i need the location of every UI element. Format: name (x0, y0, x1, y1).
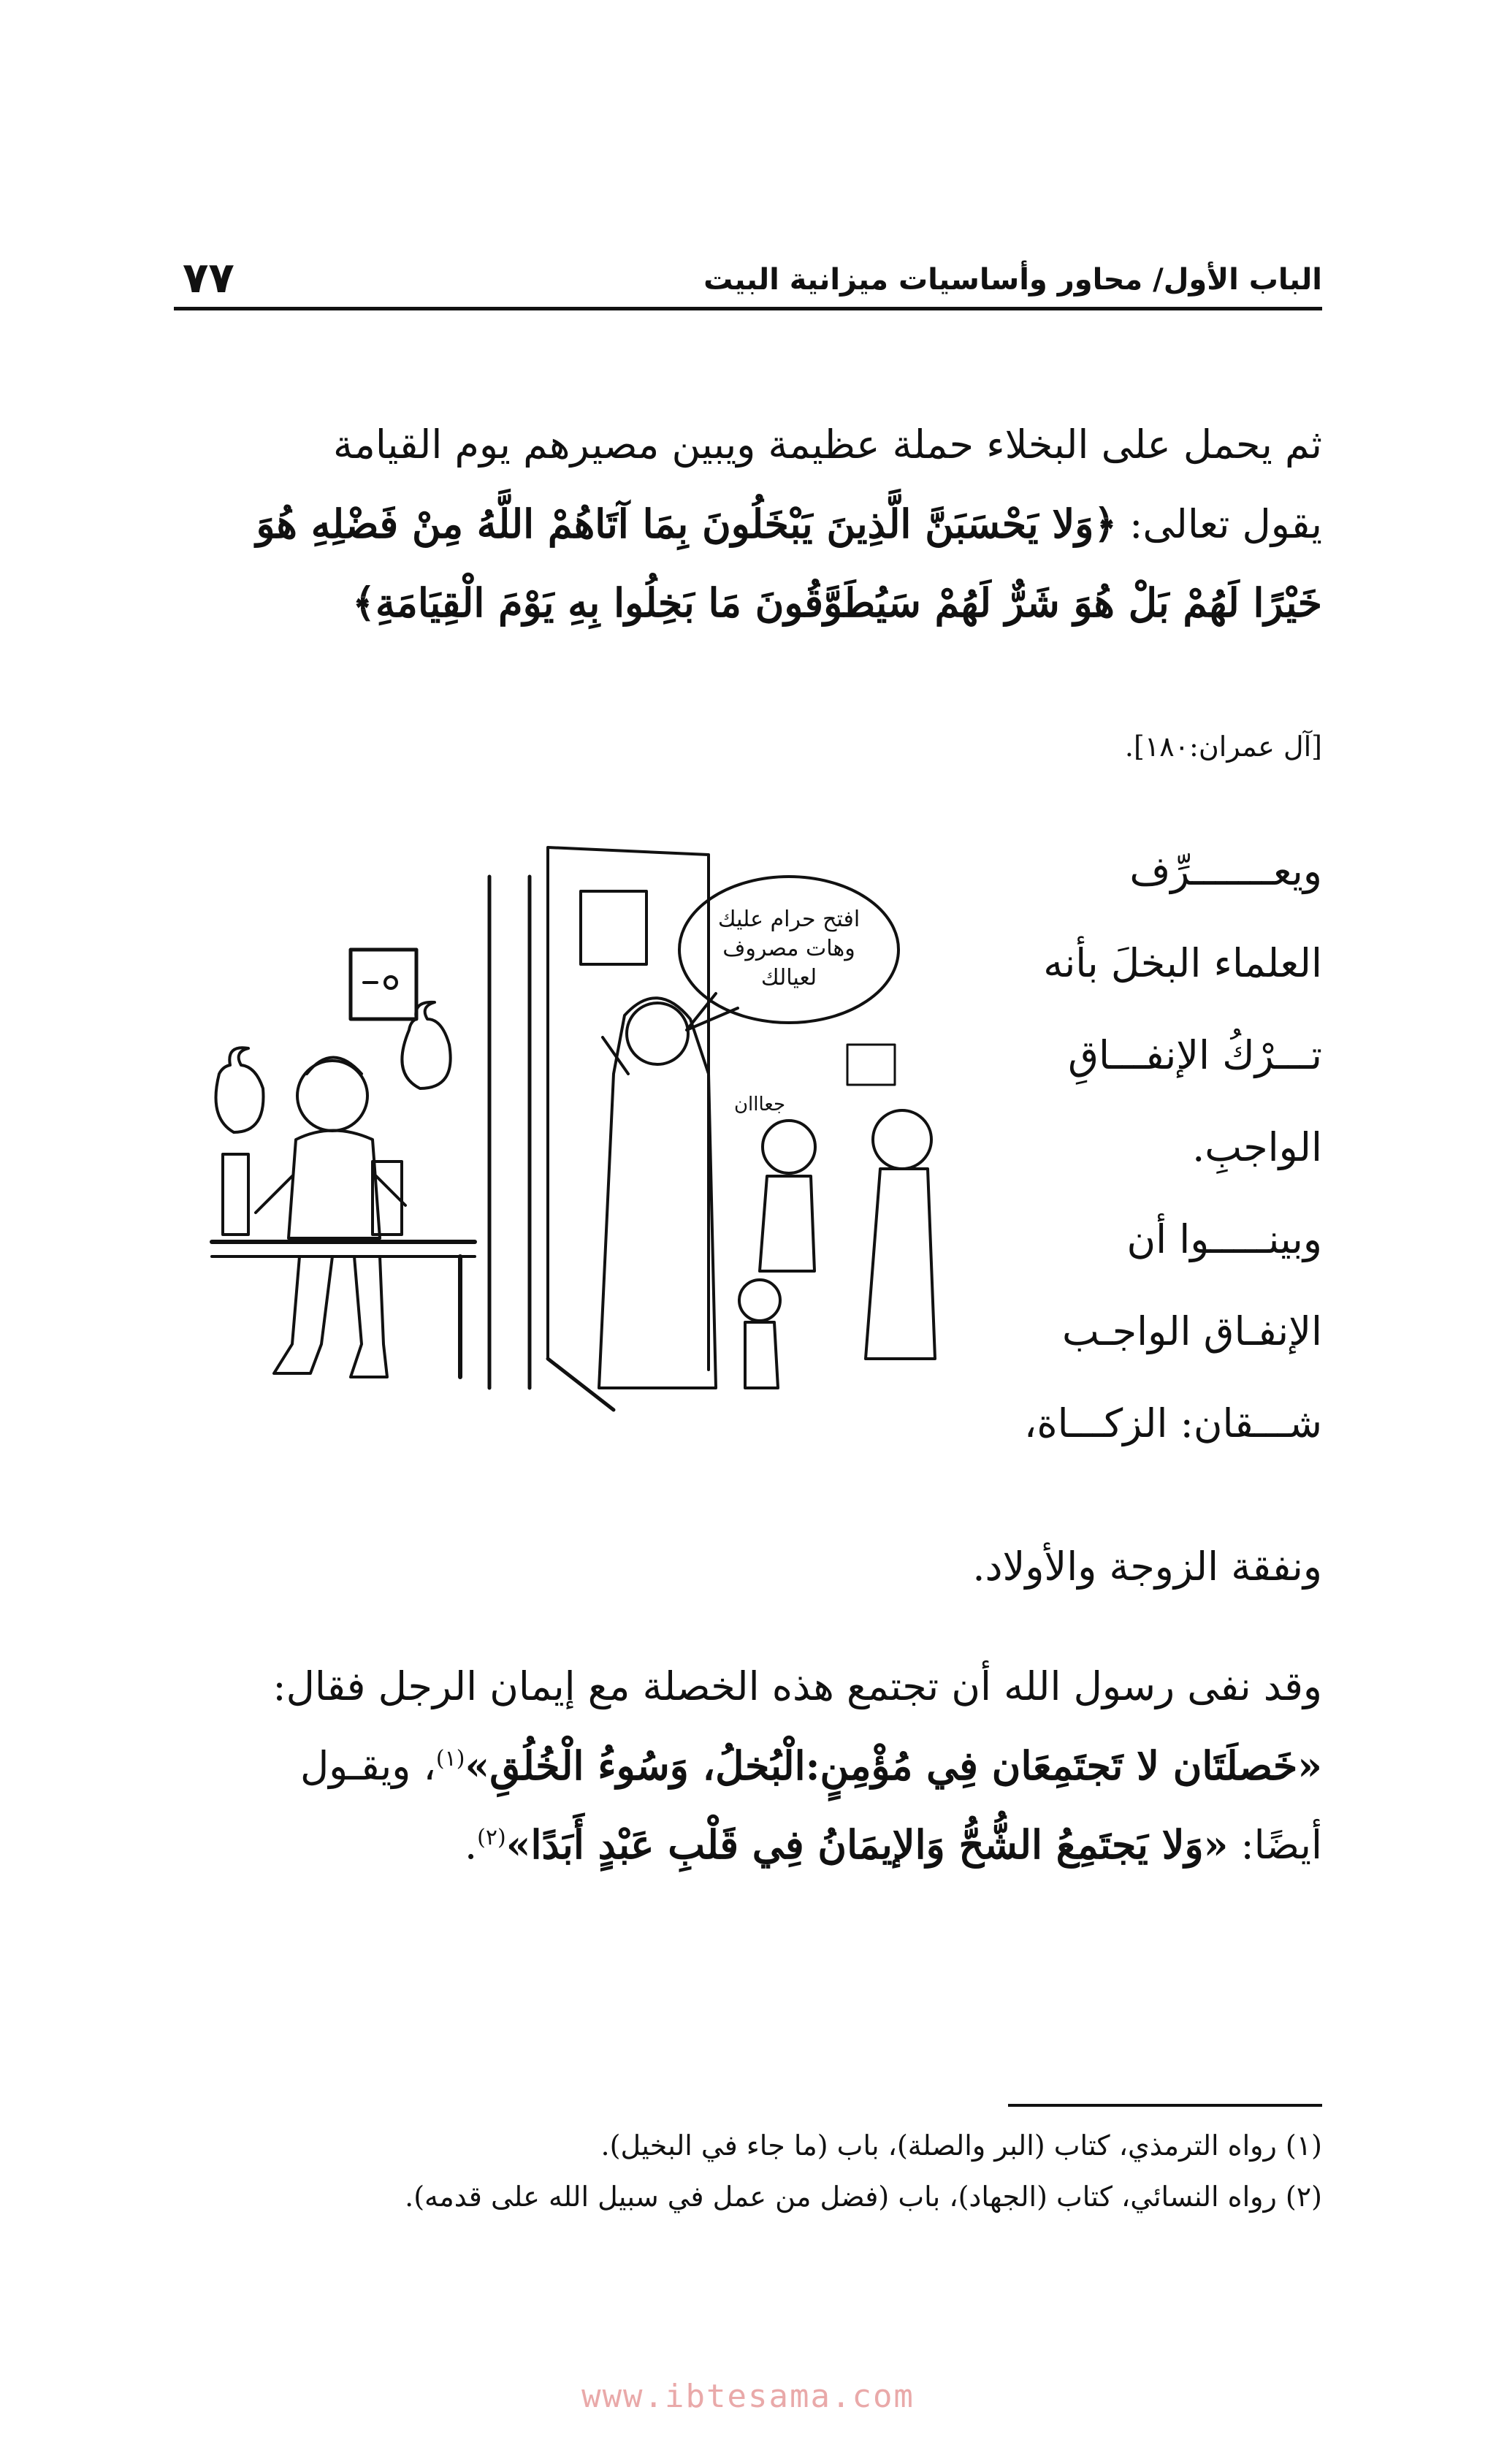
side-line-6: الإنفـاق الواجـب (1061, 1308, 1322, 1354)
cartoon-illustration (205, 833, 964, 1476)
footnote-ref-1: (١) (435, 1746, 465, 1771)
side-line-2: العلماء البخلَ بأنه (1043, 940, 1322, 986)
paragraph-2-line-1: وقد نفى رسول الله أن تجتمع هذه الخصلة مع إيمان الرجل فقال: (272, 1663, 1322, 1709)
paragraph-2 (174, 1647, 1322, 1884)
safe-icon (351, 950, 416, 1019)
side-column-tail: ونفقة الزوجة والأولاد. (972, 1544, 1322, 1590)
footnote-1: (١) رواه الترمذي، كتاب (البر والصلة)، باب (ما جاء في البخيل). (600, 2129, 1322, 2162)
paragraph-2-line-3 (174, 1805, 1322, 1884)
side-line-7: شـــقان: الزكـــاة، (1023, 1400, 1322, 1446)
speech-bubble-line-2: وهات مصروف (722, 936, 855, 961)
watermark: www.ibtesama.com (581, 2378, 915, 2415)
hadith-1: «خَصلَتَان لا تَجتَمِعَان فِي مُؤْمِنٍ:الْبُخلُ، وَسُوءُ الْخُلُقِ» (465, 1742, 1322, 1789)
paragraph-1-line-1: ثم يحمل على البخلاء حملة عظيمة ويبين مصيرهم يوم القيامة (332, 422, 1322, 468)
side-line-1: ويعـــــــرِّف (1129, 848, 1322, 894)
paragraph-2-line-2 (174, 1726, 1322, 1805)
page-header (174, 248, 1322, 310)
speech-bubble-line-1: افتح حرام عليك (717, 907, 860, 932)
paragraph-2-line-3-prefix: أيضًا: (1228, 1822, 1322, 1868)
money-bag-icon (402, 1002, 450, 1088)
footnote-divider (1008, 2104, 1322, 2107)
hadith-2: «وَلا يَجتَمِعُ الشُّحُّ وَالإيمَانُ فِي قَلْبِ عَبْدٍ أَبَدًا» (505, 1821, 1229, 1868)
paragraph-1 (174, 405, 1322, 642)
footnote-ref-2: (٢) (477, 1825, 506, 1850)
side-line-5: وبينـــــوا أن (1126, 1216, 1322, 1262)
side-column-text (1015, 825, 1322, 1470)
footnote-2: (٢) رواه النسائي، كتاب (الجهاد)، باب (فضل من عمل في سبيل الله على قدمه). (405, 2181, 1322, 2213)
chapter-title: الباب الأول/ محاور وأساسيات ميزانية البيت (703, 263, 1322, 297)
quran-verse-part-1: ﴿وَلا يَحْسَبَنَّ الَّذِينَ يَبْخَلُونَ بِمَا آتَاهُمْ اللَّهُ مِنْ فَضْلِهِ هُوَ (256, 500, 1117, 547)
side-line-3: تـــرْكُ الإنفـــاقِ (1068, 1032, 1322, 1078)
verse-citation: [آل عمران:١٨٠]. (1124, 731, 1322, 763)
paragraph-2-line-2-suffix: ، ويقـول (299, 1743, 436, 1789)
money-bag-icon (216, 1048, 264, 1132)
child-shout: جعااان (733, 1094, 786, 1115)
quran-verse-part-2: خَيْرًا لَهُمْ بَلْ هُوَ شَرٌّ لَهُمْ سَيُطَوَّقُونَ مَا بَخِلُوا بِهِ يَوْمَ الْقِيَامَةِ﴾ (352, 579, 1322, 626)
paragraph-1-line-2 (174, 484, 1322, 563)
side-line-4: الواجبِ. (1192, 1124, 1322, 1170)
page-number: ٧٧ (183, 253, 234, 302)
paragraph-2-line-3-suffix: . (464, 1822, 478, 1868)
quran-intro: يقول تعالى: (1117, 501, 1322, 547)
speech-bubble-line-3: لعيالك (760, 965, 817, 991)
